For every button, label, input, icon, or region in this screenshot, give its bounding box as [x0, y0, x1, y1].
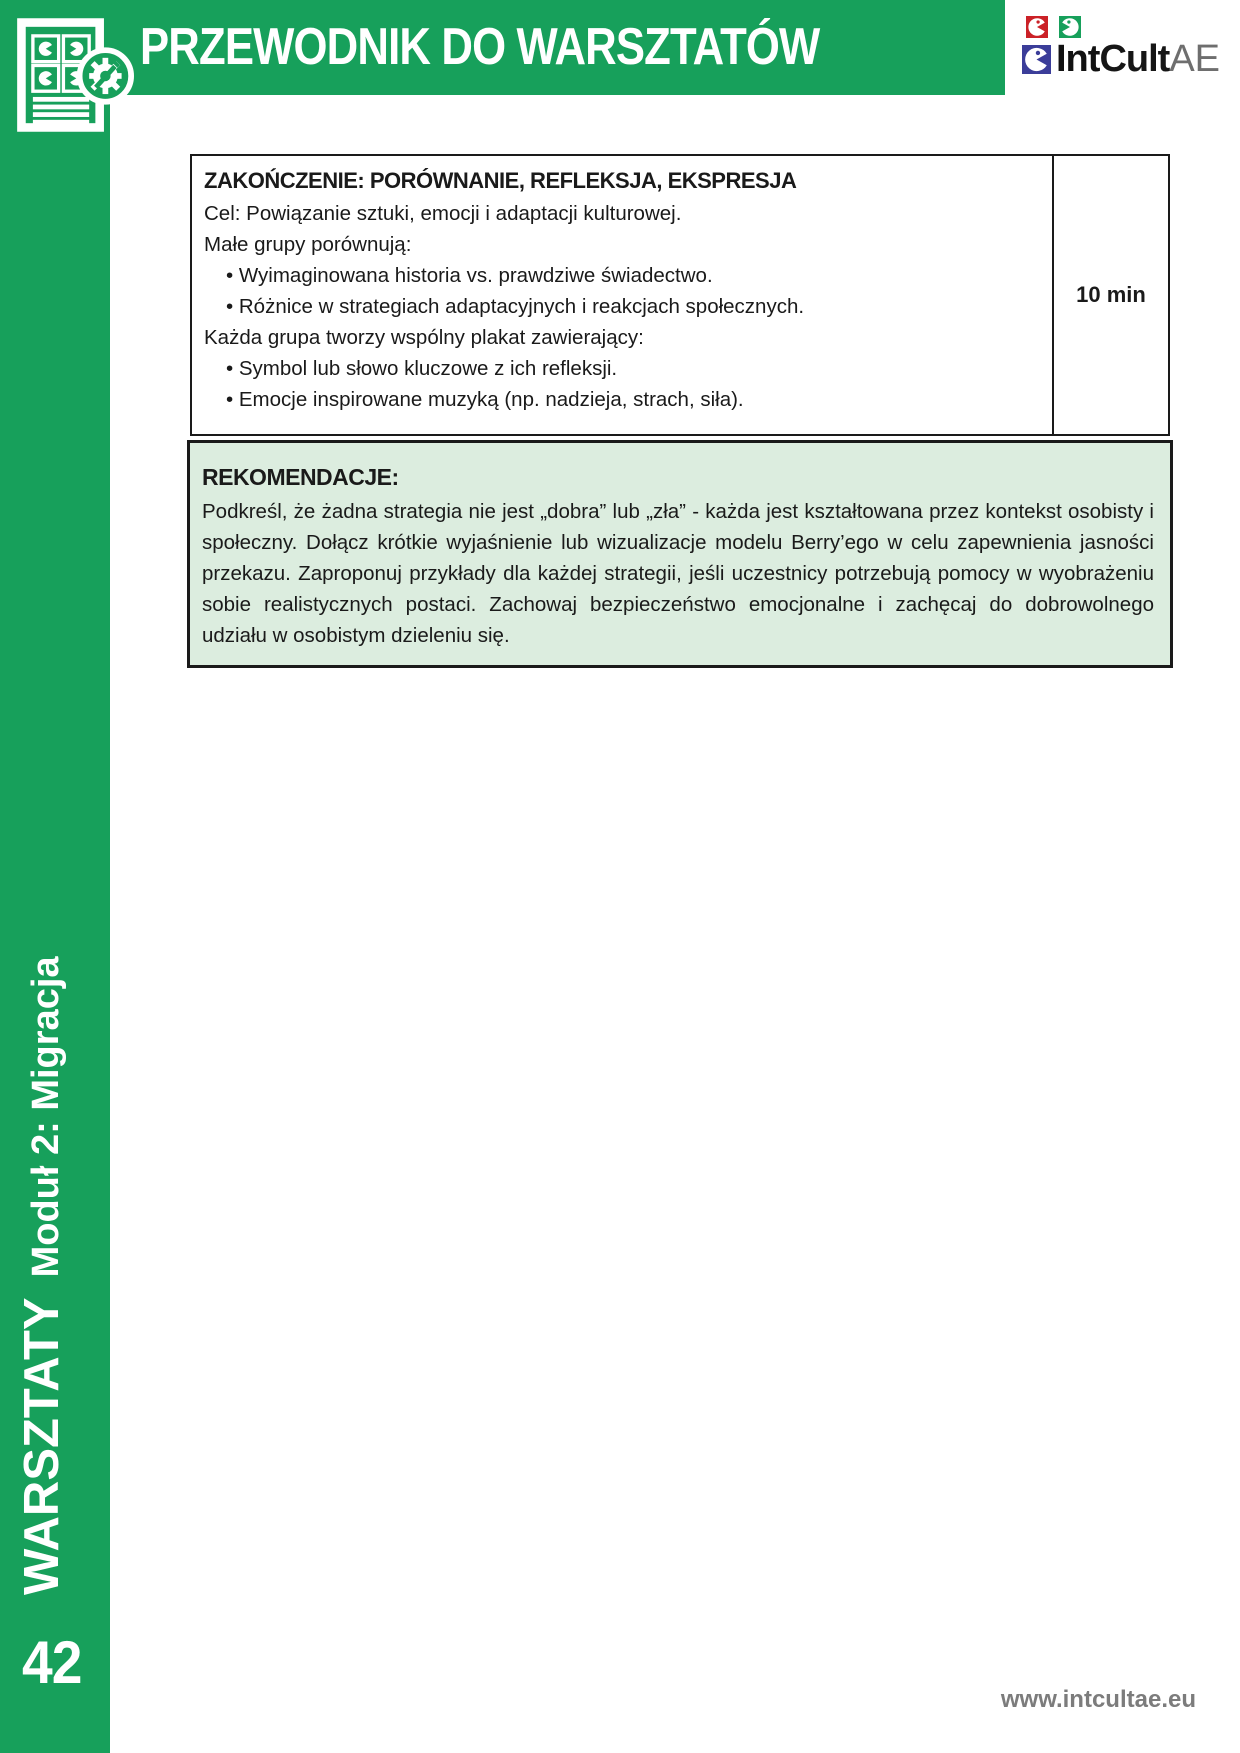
page-title: PRZEWODNIK DO WARSZTATÓW [140, 18, 820, 76]
bullet-item: • Różnice w strategiach adaptacyjnych i reakcjach społecznych. [226, 291, 1038, 322]
logo-text-int: Int [1056, 38, 1100, 80]
logo-green-face-icon [1059, 16, 1081, 38]
activity-goal: Cel: Powiązanie sztuki, emocji i adaptacji kulturowej. [204, 202, 682, 225]
bullet-item: • Wyimaginowana historia vs. prawdziwe świadectwo. [226, 260, 1038, 291]
sidebar-vertical-label [16, 956, 80, 1595]
activity-groups-bullets [204, 260, 1038, 322]
activity-title: ZAKOŃCZENIE: PORÓWNANIE, REFLEKSJA, EKSPRESJA [204, 168, 797, 193]
intcultae-logo [1022, 16, 1237, 80]
recommendations-body: Podkreśl, że żadna strategia nie jest „dobra” lub „zła” - każda jest kształtowana przez kontekst osobisty i społeczny. Dołącz krótkie wyjaśnienie lub wizualizacje modelu Berry’ego w celu zapewnienia jasności przekazu. Zaproponuj przykłady dla każdej strategii, jeśli uczestnicy potrzebują pomocy w wyobrażeniu sobie realistycznych postaci. Zachowaj bezpieczeństwo emocjonalne i zachęcaj do dobrowolnego udziału w osobistym dzieleniu się. [202, 500, 1154, 647]
bullet-item: • Emocje inspirowane muzyką (np. nadzieja, strach, siła). [226, 384, 1038, 415]
sidebar-module-label: Moduł 2: Migracja [25, 956, 67, 1278]
activity-poster-bullets [204, 353, 1038, 415]
logo-text-cult: Cult [1099, 38, 1170, 80]
logo-blue-face-icon [1022, 45, 1051, 74]
logo-text-ae: AE [1169, 38, 1221, 80]
activity-table [190, 154, 1170, 436]
workshop-guide-icon [10, 13, 134, 137]
activity-duration: 10 min [1076, 282, 1146, 307]
gear-wrench-icon [89, 58, 121, 94]
recommendations-box [187, 440, 1173, 668]
activity-groups-intro: Małe grupy porównują: [204, 233, 412, 256]
activity-content-cell [192, 156, 1054, 434]
recommendations-title: REKOMENDACJE: [202, 464, 399, 490]
logo-wordmark [1056, 38, 1221, 80]
sidebar-workshop-label: WARSZTATY [15, 1297, 69, 1595]
footer-url-link[interactable]: www.intcultae.eu [1000, 1686, 1196, 1713]
logo-red-face-icon [1026, 16, 1048, 38]
page-number: 42 [22, 1629, 82, 1696]
activity-poster-intro: Każda grupa tworzy wspólny plakat zawierający: [204, 326, 644, 349]
bullet-item: • Symbol lub słowo kluczowe z ich refleksji. [226, 353, 1038, 384]
